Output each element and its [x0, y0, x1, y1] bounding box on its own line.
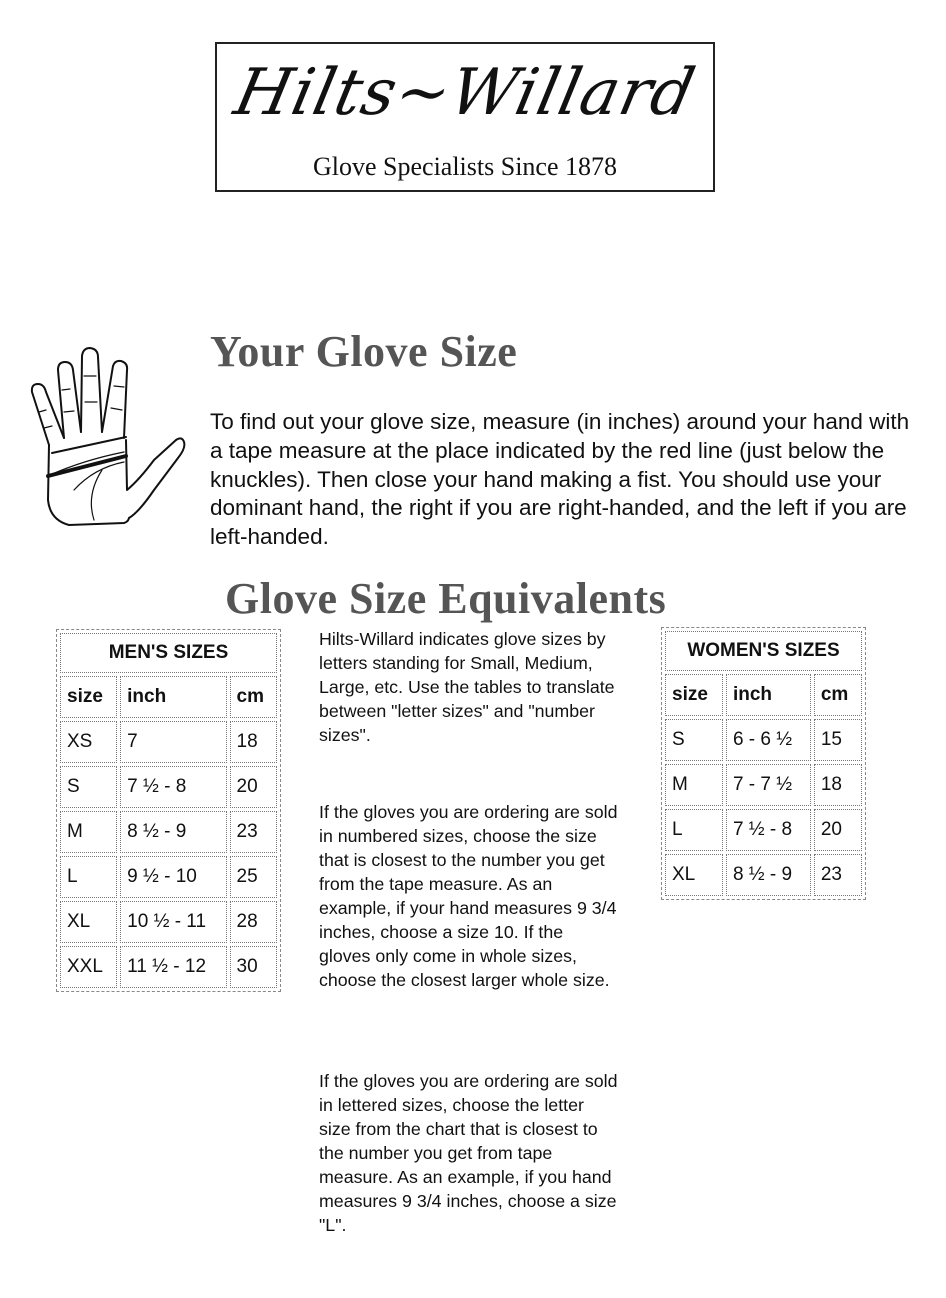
- table-row: [60, 766, 277, 808]
- brand-name: Hilts~Willard: [228, 56, 702, 130]
- size-cell: XL: [60, 901, 117, 943]
- inch-cell: 7 ½ - 8: [726, 809, 811, 851]
- inch-cell: 11 ½ - 12: [120, 946, 226, 988]
- inch-cell: 10 ½ - 11: [120, 901, 226, 943]
- column-header-size: size: [665, 674, 723, 716]
- cm-cell: 18: [814, 764, 862, 806]
- inch-cell: 6 - 6 ½: [726, 719, 811, 761]
- cm-cell: 15: [814, 719, 862, 761]
- hand-measure-icon: [14, 340, 194, 535]
- table-header-row: [60, 676, 277, 718]
- inch-cell: 7 - 7 ½: [726, 764, 811, 806]
- column-header-inch: inch: [726, 674, 811, 716]
- cm-cell: 23: [814, 854, 862, 896]
- cm-cell: 20: [814, 809, 862, 851]
- note-letter-sizes: Hilts-Willard indicates glove sizes by letters standing for Small, Medium, Large, etc. Use the tables to translate between "letter sizes" and "number sizes".: [319, 629, 615, 745]
- column-header-size: size: [60, 676, 117, 718]
- brand-tagline: Glove Specialists Since 1878: [312, 152, 617, 181]
- inch-cell: 8 ½ - 9: [120, 811, 226, 853]
- size-cell: S: [665, 719, 723, 761]
- section-heading-your-glove-size: Your Glove Size: [210, 327, 518, 376]
- table-row: [60, 901, 277, 943]
- table-row: [60, 946, 277, 988]
- measuring-instructions: To find out your glove size, measure (in inches) around your hand with a tape measure at the place indicated by the red line (just below the knuckles). Then close your hand making a fist. You should use your dominant hand, the right if you are right-handed, and the left if you are left-handed.: [210, 409, 910, 550]
- table-row: [60, 856, 277, 898]
- column-header-inch: inch: [120, 676, 226, 718]
- section-heading-size-equivalents: Glove Size Equivalents: [225, 574, 667, 623]
- inch-cell: 9 ½ - 10: [120, 856, 226, 898]
- size-cell: M: [665, 764, 723, 806]
- note-numbered-sizes: If the gloves you are ordering are sold in numbered sizes, choose the size that is closest to the number you get from the tape measure. As an example, if your hand measures 9 3/4 inches, choose a size 10. If the gloves only come in whole sizes, choose the closest larger whole size.: [319, 802, 618, 990]
- table-row: [60, 811, 277, 853]
- inch-cell: 8 ½ - 9: [726, 854, 811, 896]
- mens-table-title: MEN'S SIZES: [60, 633, 277, 673]
- table-header-row: [665, 674, 862, 716]
- note-lettered-sizes: If the gloves you are ordering are sold in lettered sizes, choose the letter size from the chart that is closest to the number you get from tape measure. As an example, if you hand measures 9 3/4 inches, choose a size "L".: [319, 1071, 618, 1235]
- cm-cell: 30: [230, 946, 278, 988]
- table-row: [665, 719, 862, 761]
- cm-cell: 23: [230, 811, 278, 853]
- cm-cell: 20: [230, 766, 278, 808]
- mens-size-table: [56, 629, 281, 992]
- size-cell: XXL: [60, 946, 117, 988]
- cm-cell: 18: [230, 721, 278, 763]
- cm-cell: 25: [230, 856, 278, 898]
- brand-logo: [215, 42, 715, 192]
- cm-cell: 28: [230, 901, 278, 943]
- womens-size-table: [661, 627, 866, 900]
- table-row: [665, 764, 862, 806]
- column-header-cm: cm: [814, 674, 862, 716]
- size-cell: L: [665, 809, 723, 851]
- size-cell: L: [60, 856, 117, 898]
- size-cell: M: [60, 811, 117, 853]
- table-row: [665, 854, 862, 896]
- size-cell: XS: [60, 721, 117, 763]
- column-header-cm: cm: [230, 676, 278, 718]
- inch-cell: 7 ½ - 8: [120, 766, 226, 808]
- table-row: [60, 721, 277, 763]
- size-cell: S: [60, 766, 117, 808]
- womens-table-title: WOMEN'S SIZES: [665, 631, 862, 671]
- table-row: [665, 809, 862, 851]
- inch-cell: 7: [120, 721, 226, 763]
- size-cell: XL: [665, 854, 723, 896]
